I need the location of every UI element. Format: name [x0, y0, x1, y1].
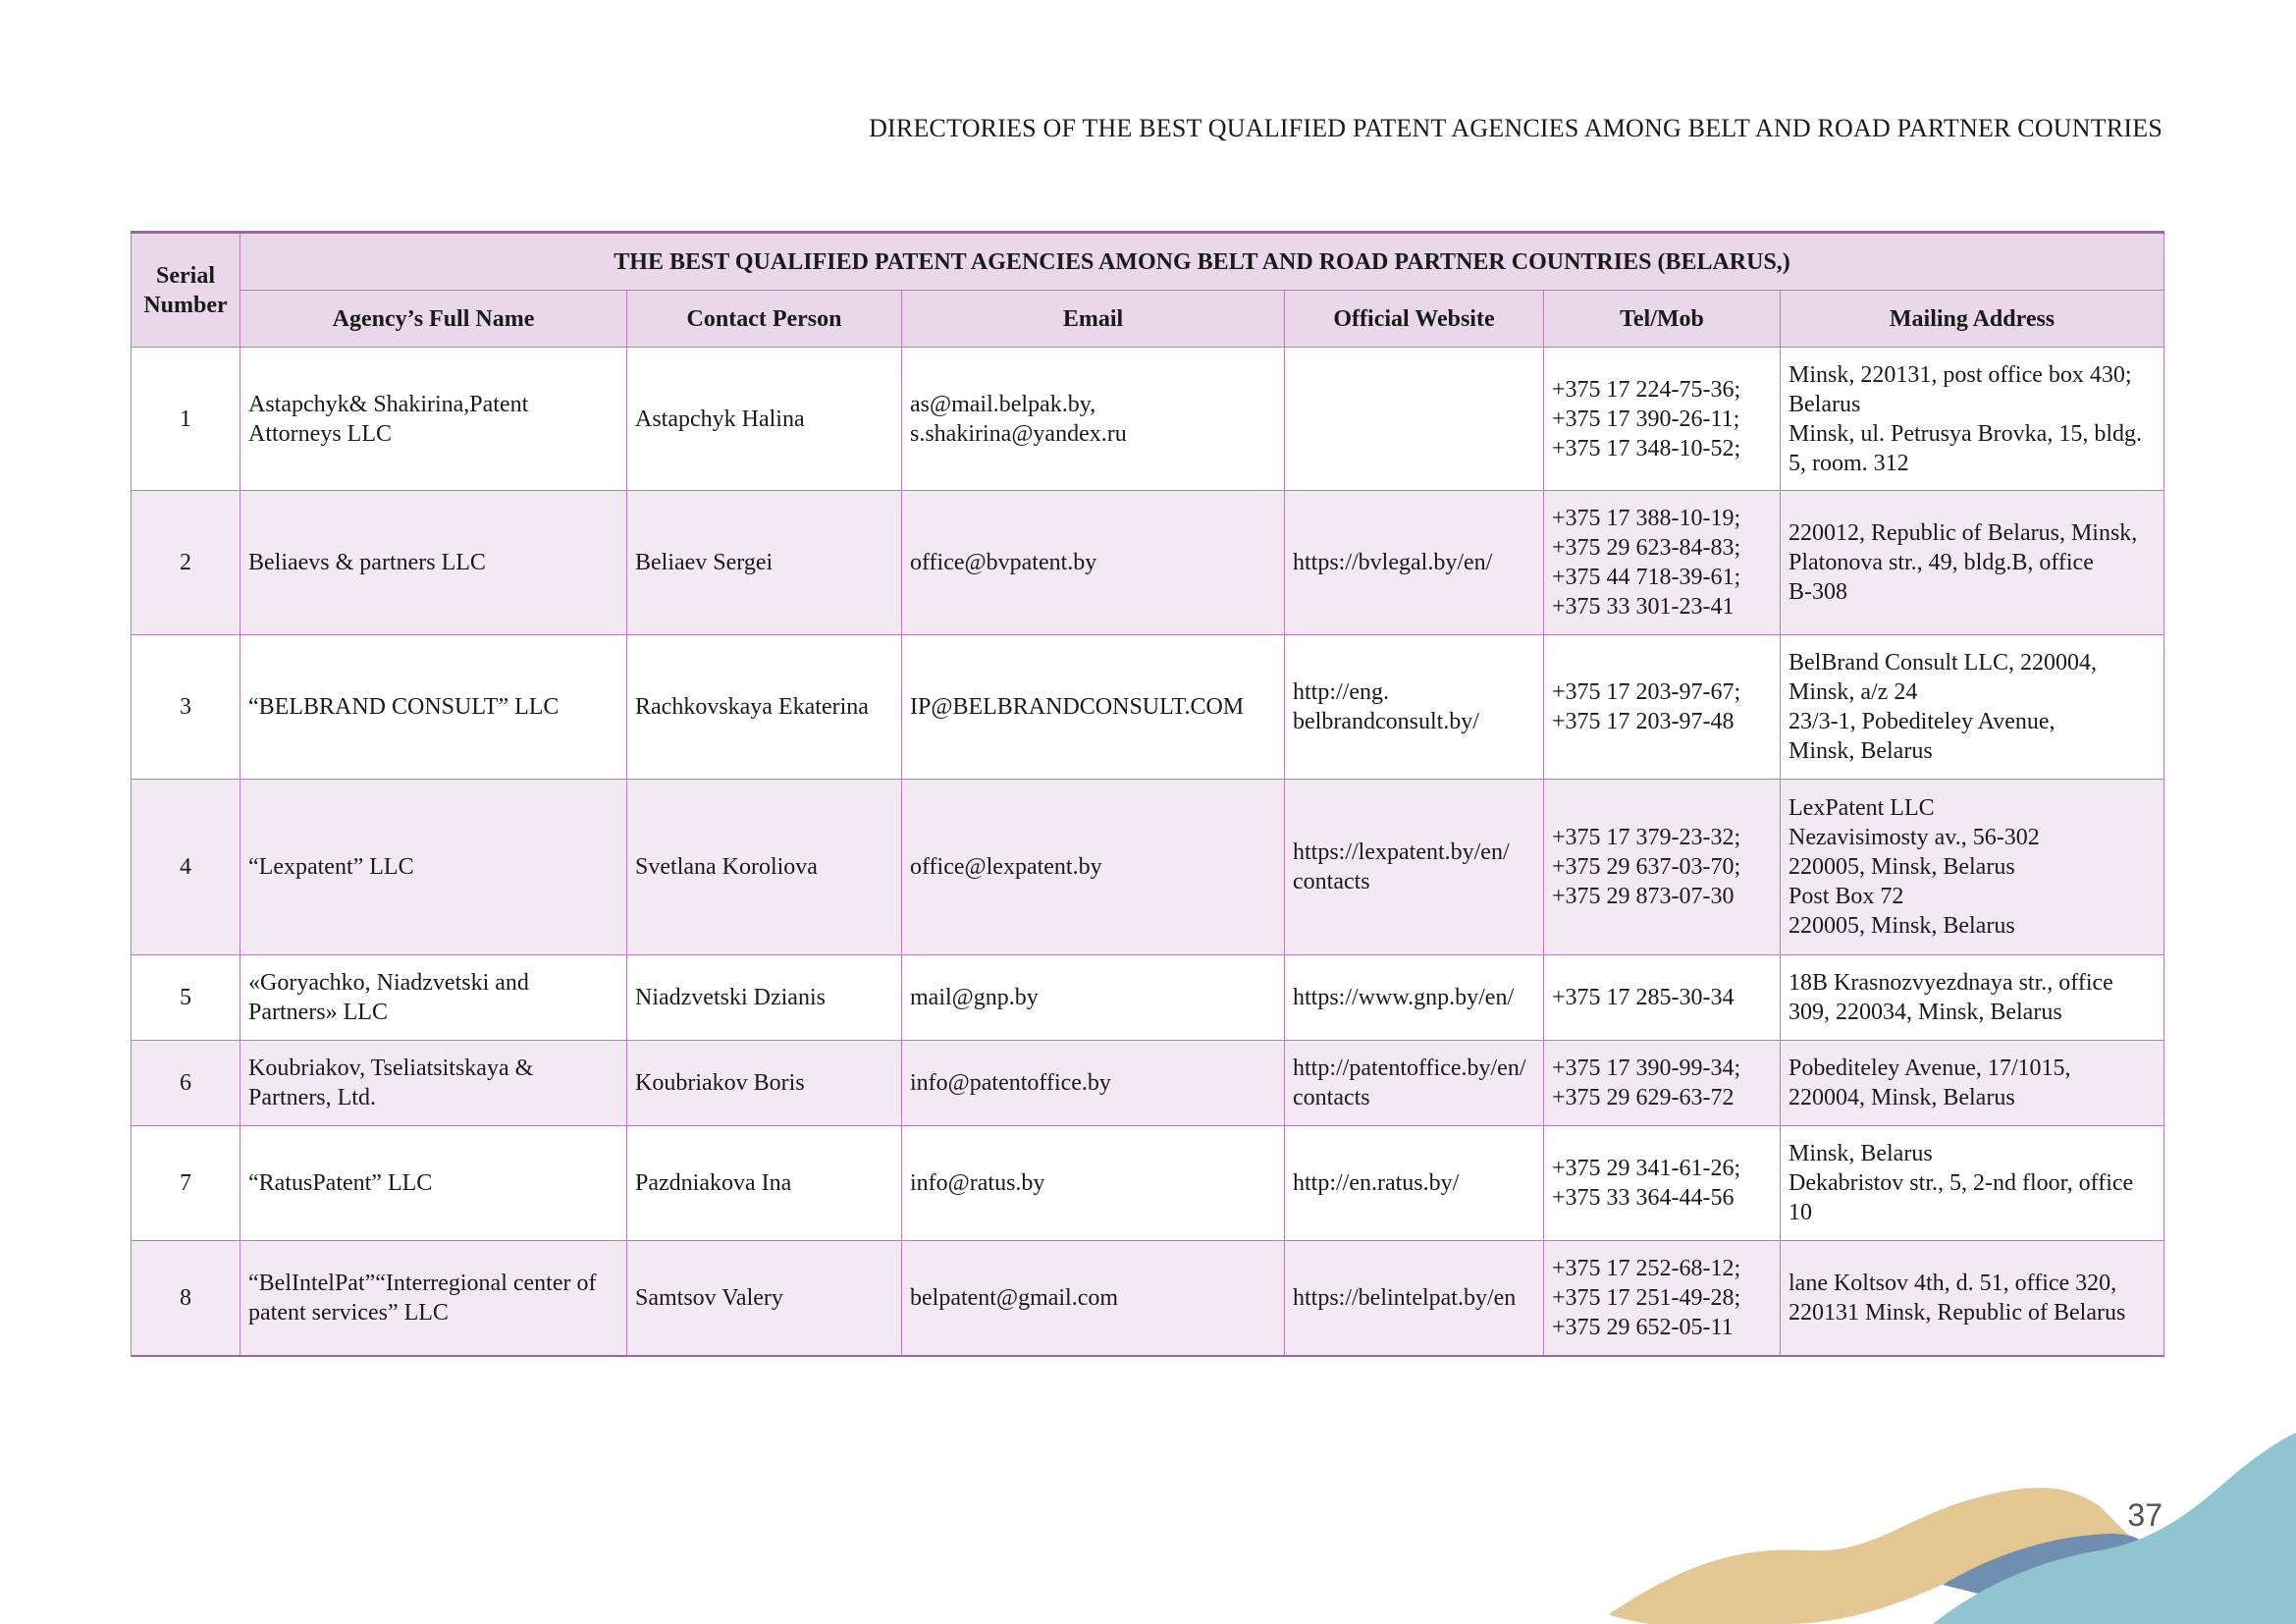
cell-mailing-address: Minsk, Belarus Dekabristov str., 5, 2-nd floor, office 10	[1781, 1126, 2164, 1241]
cell-agency-name: «Goryachko, Niadzvetski and Partners» LLC	[240, 955, 627, 1041]
cell-contact-person: Pazdniakova Ina	[627, 1126, 902, 1241]
cell-agency-name: “BelIntelPat”“Interregional center of patent services” LLC	[240, 1241, 627, 1357]
header-tel-mob: Tel/Mob	[1544, 291, 1781, 348]
cell-tel-mob: +375 17 390-99-34; +375 29 629-63-72	[1544, 1041, 1781, 1126]
header-official-website: Official Website	[1285, 291, 1544, 348]
cell-serial: 1	[132, 348, 240, 491]
cell-serial: 3	[132, 635, 240, 780]
cell-email: office@bvpatent.by	[902, 491, 1285, 635]
table-column-header-row	[132, 291, 2164, 348]
cell-tel-mob: +375 17 252-68-12; +375 17 251-49-28; +375 29 652-05-11	[1544, 1241, 1781, 1357]
table-body	[132, 348, 2164, 1357]
cell-agency-name: “BELBRAND CONSULT” LLC	[240, 635, 627, 780]
header-mailing-address: Mailing Address	[1781, 291, 2164, 348]
cell-website	[1285, 348, 1544, 491]
cell-serial: 6	[132, 1041, 240, 1126]
cell-mailing-address: LexPatent LLC Nezavisimosty av., 56-302 220005, Minsk, Belarus Post Box 72 220005, Minsk, Belarus	[1781, 780, 2164, 955]
cell-email: info@ratus.by	[902, 1126, 1285, 1241]
cell-agency-name: Beliaevs & partners LLC	[240, 491, 627, 635]
cell-mailing-address: 220012, Republic of Belarus, Minsk, Platonova str., 49, bldg.B, office B-308	[1781, 491, 2164, 635]
cell-tel-mob: +375 29 341-61-26; +375 33 364-44-56	[1544, 1126, 1781, 1241]
page-number: 37	[2127, 1497, 2163, 1533]
cell-serial: 5	[132, 955, 240, 1041]
cell-serial: 2	[132, 491, 240, 635]
cell-mailing-address: lane Koltsov 4th, d. 51, office 320, 220131 Minsk, Republic of Belarus	[1781, 1241, 2164, 1357]
cell-email: mail@gnp.by	[902, 955, 1285, 1041]
cell-website: http://eng. belbrandconsult.by/	[1285, 635, 1544, 780]
table-row	[132, 1126, 2164, 1241]
table-row	[132, 635, 2164, 780]
cell-contact-person: Beliaev Sergei	[627, 491, 902, 635]
cell-tel-mob: +375 17 285-30-34	[1544, 955, 1781, 1041]
table-title-row	[132, 233, 2164, 291]
header-serial-number: Serial Number	[132, 233, 240, 348]
table-row	[132, 348, 2164, 491]
cell-tel-mob: +375 17 224-75-36; +375 17 390-26-11; +375 17 348-10-52;	[1544, 348, 1781, 491]
cell-contact-person: Samtsov Valery	[627, 1241, 902, 1357]
agencies-table	[131, 231, 2164, 1357]
cell-agency-name: “Lexpatent” LLC	[240, 780, 627, 955]
cell-contact-person: Koubriakov Boris	[627, 1041, 902, 1126]
header-contact-person: Contact Person	[627, 291, 902, 348]
cell-contact-person: Svetlana Koroliova	[627, 780, 902, 955]
cell-website: https://belintelpat.by/en	[1285, 1241, 1544, 1357]
cell-mailing-address: Minsk, 220131, post office box 430; Belarus Minsk, ul. Petrusya Brovka, 15, bldg. 5, room. 312	[1781, 348, 2164, 491]
table-title: THE BEST QUALIFIED PATENT AGENCIES AMONG BELT AND ROAD PARTNER COUNTRIES (BELARUS,)	[240, 233, 2164, 291]
header-agency-name: Agency’s Full Name	[240, 291, 627, 348]
cell-mailing-address: 18B Krasnozvyezdnaya str., office 309, 220034, Minsk, Belarus	[1781, 955, 2164, 1041]
wave-decoration-icon	[1609, 1428, 2296, 1624]
cell-mailing-address: BelBrand Consult LLC, 220004, Minsk, a/z 24 23/3-1, Pobediteley Avenue, Minsk, Belarus	[1781, 635, 2164, 780]
cell-email: office@lexpatent.by	[902, 780, 1285, 955]
table-row	[132, 1241, 2164, 1357]
cell-email: as@mail.belpak.by, s.shakirina@yandex.ru	[902, 348, 1285, 491]
table-row	[132, 491, 2164, 635]
cell-tel-mob: +375 17 203-97-67; +375 17 203-97-48	[1544, 635, 1781, 780]
cell-email: info@patentoffice.by	[902, 1041, 1285, 1126]
cell-tel-mob: +375 17 388-10-19; +375 29 623-84-83; +375 44 718-39-61; +375 33 301-23-41	[1544, 491, 1781, 635]
cell-website: https://lexpatent.by/en/ contacts	[1285, 780, 1544, 955]
cell-website: https://bvlegal.by/en/	[1285, 491, 1544, 635]
cell-agency-name: “RatusPatent” LLC	[240, 1126, 627, 1241]
table-head	[132, 233, 2164, 348]
cell-contact-person: Rachkovskaya Ekaterina	[627, 635, 902, 780]
header-email: Email	[902, 291, 1285, 348]
cell-email: belpatent@gmail.com	[902, 1241, 1285, 1357]
cell-tel-mob: +375 17 379-23-32; +375 29 637-03-70; +375 29 873-07-30	[1544, 780, 1781, 955]
cell-mailing-address: Pobediteley Avenue, 17/1015, 220004, Minsk, Belarus	[1781, 1041, 2164, 1126]
cell-serial: 4	[132, 780, 240, 955]
cell-agency-name: Astapchyk& Shakirina,Patent Attorneys LLC	[240, 348, 627, 491]
cell-website: http://en.ratus.by/	[1285, 1126, 1544, 1241]
cell-serial: 7	[132, 1126, 240, 1241]
cell-contact-person: Niadzvetski Dzianis	[627, 955, 902, 1041]
cell-email: IP@BELBRANDCONSULT.COM	[902, 635, 1285, 780]
cell-website: http://patentoffice.by/en/ contacts	[1285, 1041, 1544, 1126]
cell-serial: 8	[132, 1241, 240, 1357]
running-header: DIRECTORIES OF THE BEST QUALIFIED PATENT AGENCIES AMONG BELT AND ROAD PARTNER COUNTRIES	[869, 114, 2163, 142]
cell-agency-name: Koubriakov, Tseliatsitskaya & Partners, Ltd.	[240, 1041, 627, 1126]
cell-website: https://www.gnp.by/en/	[1285, 955, 1544, 1041]
table-row	[132, 955, 2164, 1041]
cell-contact-person: Astapchyk Halina	[627, 348, 902, 491]
table-row	[132, 780, 2164, 955]
table-row	[132, 1041, 2164, 1126]
agencies-table-container	[131, 231, 2163, 1357]
